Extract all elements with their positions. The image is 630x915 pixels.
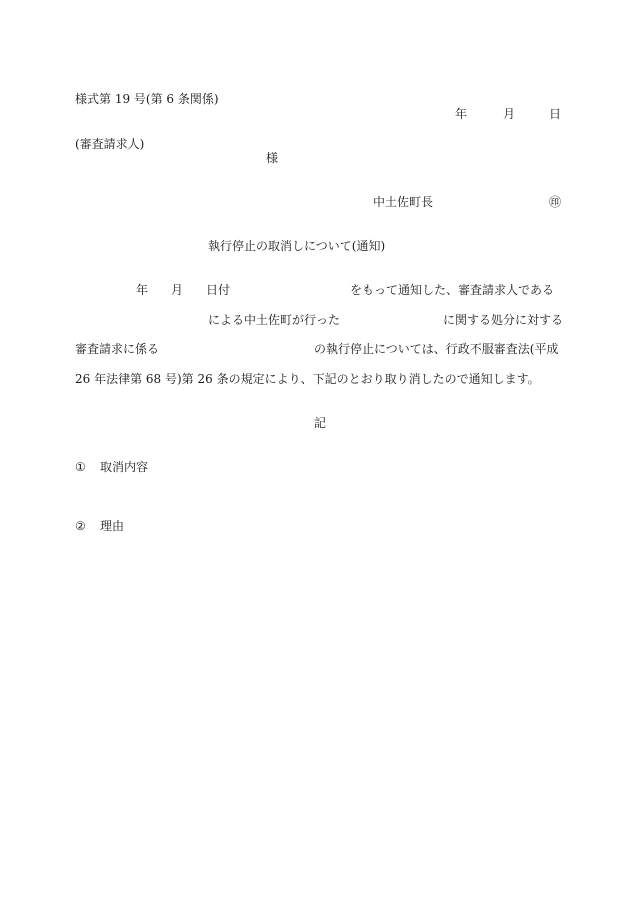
item-1-number: ① xyxy=(75,460,86,474)
addressee-honorific: 様 xyxy=(266,151,279,165)
addressee-label: (審査請求人) xyxy=(75,137,145,151)
body-line1-text: をもって通知した、審査請求人である xyxy=(350,283,555,297)
ki-heading: 記 xyxy=(314,416,327,430)
body-line2-part2: に関する処分に対する xyxy=(443,313,564,327)
seal-mark: ㊞ xyxy=(549,195,562,209)
item-1-label: 取消内容 xyxy=(100,460,149,474)
date-year: 年 xyxy=(455,107,468,121)
sender-name: 中土佐町長 xyxy=(373,195,434,209)
date-day: 日 xyxy=(549,107,562,121)
body-line3-part1: 審査請求に係る xyxy=(75,342,160,356)
body-line1-year: 年 xyxy=(136,283,149,297)
date-month: 月 xyxy=(503,107,516,121)
body-line2-part1: による中土佐町が行った xyxy=(208,313,341,327)
body-line1-day: 日付 xyxy=(206,283,231,297)
item-2-number: ② xyxy=(75,519,86,533)
form-number: 様式第 19 号(第 6 条関係) xyxy=(75,92,219,106)
body-line1-month: 月 xyxy=(171,283,184,297)
body-line4: 26 年法律第 68 号)第 26 条の規定により、下記のとおり取り消したので通知します。 xyxy=(75,372,540,386)
document-title: 執行停止の取消しについて(通知) xyxy=(208,239,386,253)
item-2-label: 理由 xyxy=(100,519,125,533)
body-line3-part2: の執行停止については、行政不服審査法(平成 xyxy=(314,342,559,356)
